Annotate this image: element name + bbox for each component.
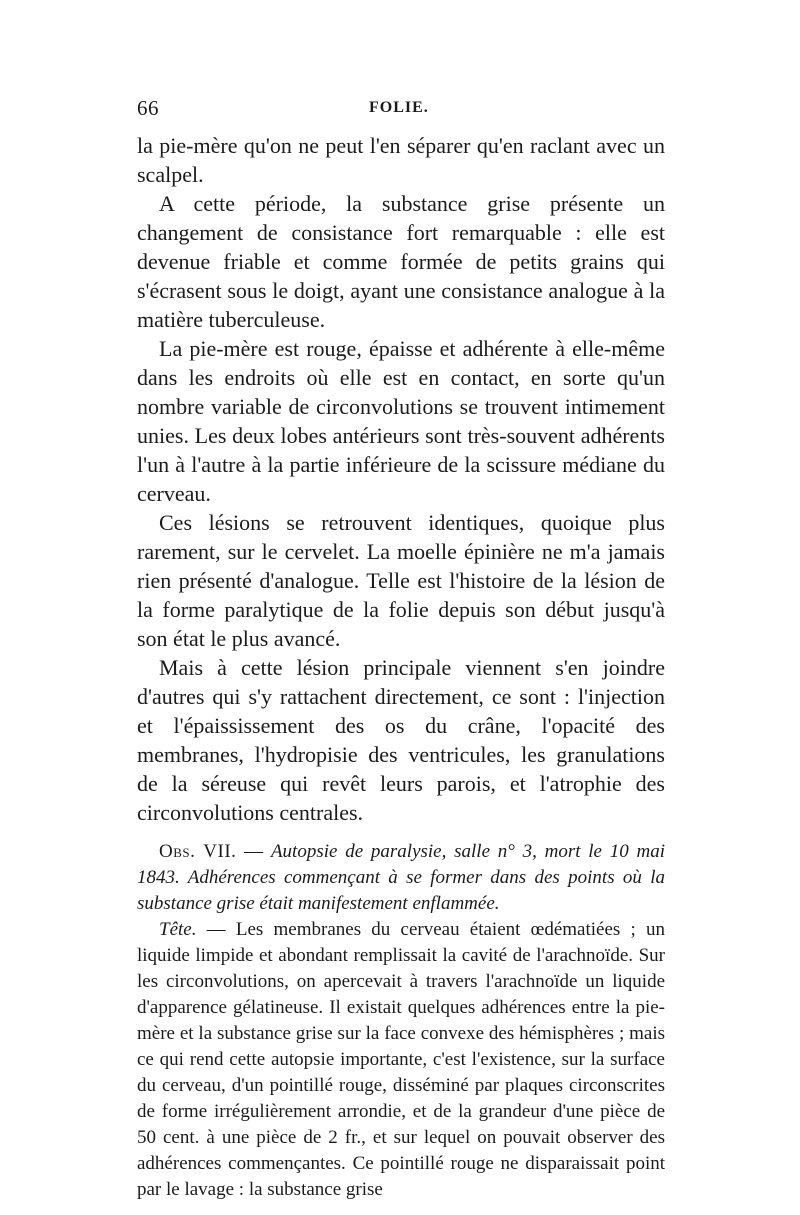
observation-title: Autopsie de paralysie, salle n° 3, mort le 10 mai 1843. Adhérences commençant à se former dans des points où la substance grise était manifestement enflammée. (137, 841, 666, 914)
paragraph-pie-mere: La pie-mère est rouge, épaisse et adhérente à elle-même dans les endroits où elle est en contact, en sorte qu'un nombre variable de circonvolutions se trouvent intimement unies. Les deux lobes antérieurs sont très-souvent adhérents l'un à l'autre à la partie inférieure de la scissure médiane du cerveau. (137, 336, 665, 506)
body-text (137, 131, 665, 1203)
observation-label: Obs. VII. (159, 841, 237, 862)
paragraph-continuation: la pie-mère qu'on ne peut l'en séparer qu'en raclant avec un scalpel. (137, 133, 665, 187)
paragraph-cervelet: Ces lésions se retrouvent identiques, quoique plus rarement, sur le cervelet. La moelle épinière ne m'a jamais rien présenté d'analogue. Telle est l'histoire de la lésion de la forme paralytique de la folie depuis son début jusqu'à son état le plus avancé. (137, 510, 665, 651)
paragraph-substance-grise: A cette période, la substance grise présente un changement de consistance fort remarquable : elle est devenue friable et comme formée de petits grains qui s'écrasent sous le doigt, ayant une consistance analogue à la matière tuberculeuse. (137, 191, 665, 332)
page-number: 66 (137, 96, 159, 120)
observation-heading (137, 839, 665, 917)
observation-body-text: — Les membranes du cerveau étaient œdématiées ; un liquide limpide et abondant remplissait la cavité de l'arachnoïde. Sur les circonvolutions, on apercevait à travers l'arachnoïde un liquide d'apparence gélatineuse. Il existait quelques adhérences entre la pie-mère et la substance grise sur la face convexe des hémisphères ; mais ce qui rend cette autopsie importante, c'est l'existence, sur la surface du cerveau, d'un pointillé rouge, disséminé par plaques circonscrites de forme irrégulièrement arrondie, et de la grandeur d'une pièce de 50 cent. à une pièce de 2 fr., et sur lequel on pouvait observer des adhérences commençantes. Ce pointillé rouge ne disparaissait point par le lavage : la substance grise (137, 919, 665, 1200)
paragraph-lesions-associees: Mais à cette lésion principale viennent s'en joindre d'autres qui s'y rattachent directement, ce sont : l'injection et l'épaississement des os du crâne, l'opacité des membranes, l'hydropisie des ventricules, les granulations de la séreuse qui revêt leurs parois, et l'atrophie des circonvolutions centrales. (137, 655, 665, 825)
observation-vii (137, 839, 665, 1203)
observation-dash: — (236, 841, 271, 862)
observation-body-lead: Tête. (159, 919, 197, 940)
running-title: FOLIE. (369, 99, 429, 116)
running-head (137, 96, 665, 120)
observation-body (137, 917, 665, 1203)
